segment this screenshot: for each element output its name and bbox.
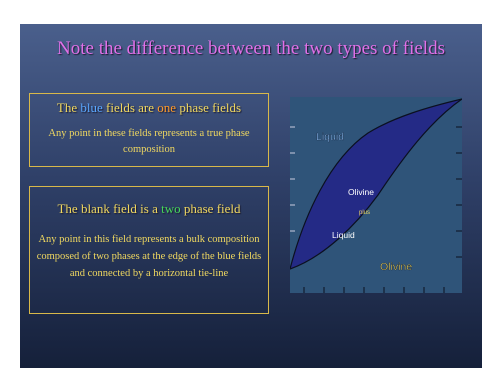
heading-mid: fields are [102,100,158,115]
two-phase-box [29,186,269,314]
slide-title: Note the difference between the two types of fields [57,38,445,59]
heading-pre: The blank field is a [57,201,162,216]
phase-diagram [290,97,462,293]
label-liquid-top: Liquid [316,131,345,143]
two-phase-heading [30,201,268,217]
label-olivine-bottom: Olivine [380,261,413,273]
two-word: two [161,201,181,216]
heading-post: phase field [180,201,241,216]
label-plus: plus [359,210,371,216]
one-phase-description: Any point in these fields represents a true phase composition [48,128,250,155]
one-phase-box [29,93,269,167]
heading-post: phase fields [176,100,242,115]
label-olivine-mid: Olivine [348,187,374,197]
label-liquid-mid: Liquid [332,230,355,240]
blue-word: blue [80,100,103,115]
one-phase-heading [30,100,268,116]
heading-pre: The [56,100,81,115]
slide [20,24,482,368]
one-word: one [157,100,177,115]
two-phase-description: Any point in this field represents a bulk composition composed of two phases at the edge of the blue fields and connected by a horizontal tie-line [36,234,262,279]
